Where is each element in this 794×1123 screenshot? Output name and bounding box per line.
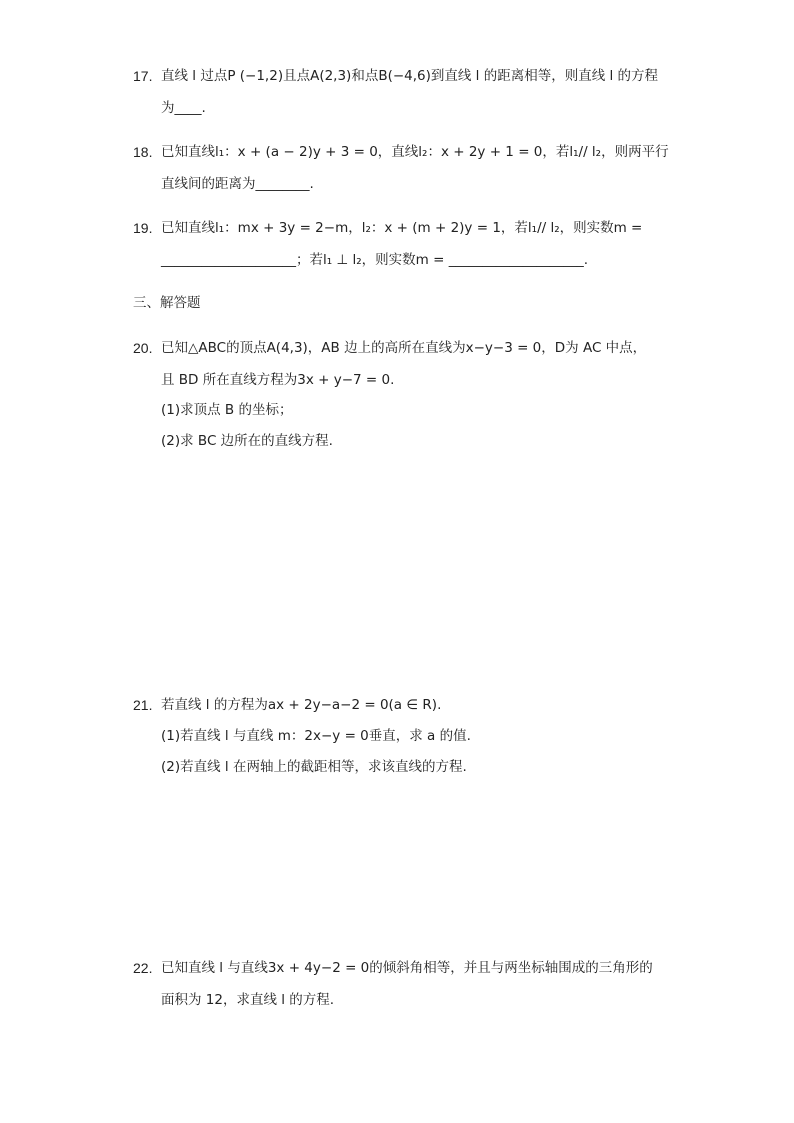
- question-part-1: (1)若直线 l 与直线 m：2x−y = 0垂直，求 a 的值.: [161, 728, 471, 744]
- question-text-line-2: ____________________；若l₁ ⊥ l₂，则实数m = ____________________.: [161, 252, 589, 268]
- question-text-line-1: 已知直线l₁：x + (a − 2)y + 3 = 0，直线l₂：x + 2y + 1 = 0，若l₁// l₂，则两平行: [161, 144, 669, 160]
- question-part-1: (1)求顶点 B 的坐标；: [161, 402, 293, 418]
- question-text-line-1: 若直线 l 的方程为ax + 2y−a−2 = 0(a ∈ R).: [161, 697, 442, 713]
- question-part-2: (2)若直线 l 在两轴上的截距相等，求该直线的方程.: [161, 759, 467, 775]
- question-part-2: (2)求 BC 边所在的直线方程.: [161, 433, 333, 449]
- question-number: 20.: [133, 340, 153, 356]
- question-text-line-2: 直线间的距离为________.: [161, 176, 314, 192]
- question-text-line-2: 面积为 12，求直线 l 的方程.: [161, 992, 335, 1008]
- question-text-line-2: 且 BD 所在直线方程为3x + y−7 = 0.: [161, 372, 395, 388]
- question-number: 22.: [133, 960, 153, 976]
- question-text-line-1: 已知△ABC的顶点A(4,3)，AB 边上的高所在直线为x−y−3 = 0，D为 AC 中点，: [161, 340, 647, 356]
- question-text-line-1: 已知直线l₁：mx + 3y = 2−m，l₂：x + (m + 2)y = 1，若l₁// l₂，则实数m =: [161, 220, 643, 236]
- question-text-line-2: 为____.: [161, 100, 206, 116]
- question-text-line-1: 已知直线 l 与直线3x + 4y−2 = 0的倾斜角相等，并且与两坐标轴围成的三角形的: [161, 960, 653, 976]
- question-number: 21.: [133, 697, 153, 713]
- section-title: 三、解答题: [133, 295, 201, 311]
- question-text-line-1: 直线 l 过点P (−1,2)且点A(2,3)和点B(−4,6)到直线 l 的距离相等，则直线 l 的方程: [161, 68, 659, 84]
- question-number: 17.: [133, 68, 153, 84]
- question-number: 19.: [133, 220, 153, 236]
- question-number: 18.: [133, 144, 153, 160]
